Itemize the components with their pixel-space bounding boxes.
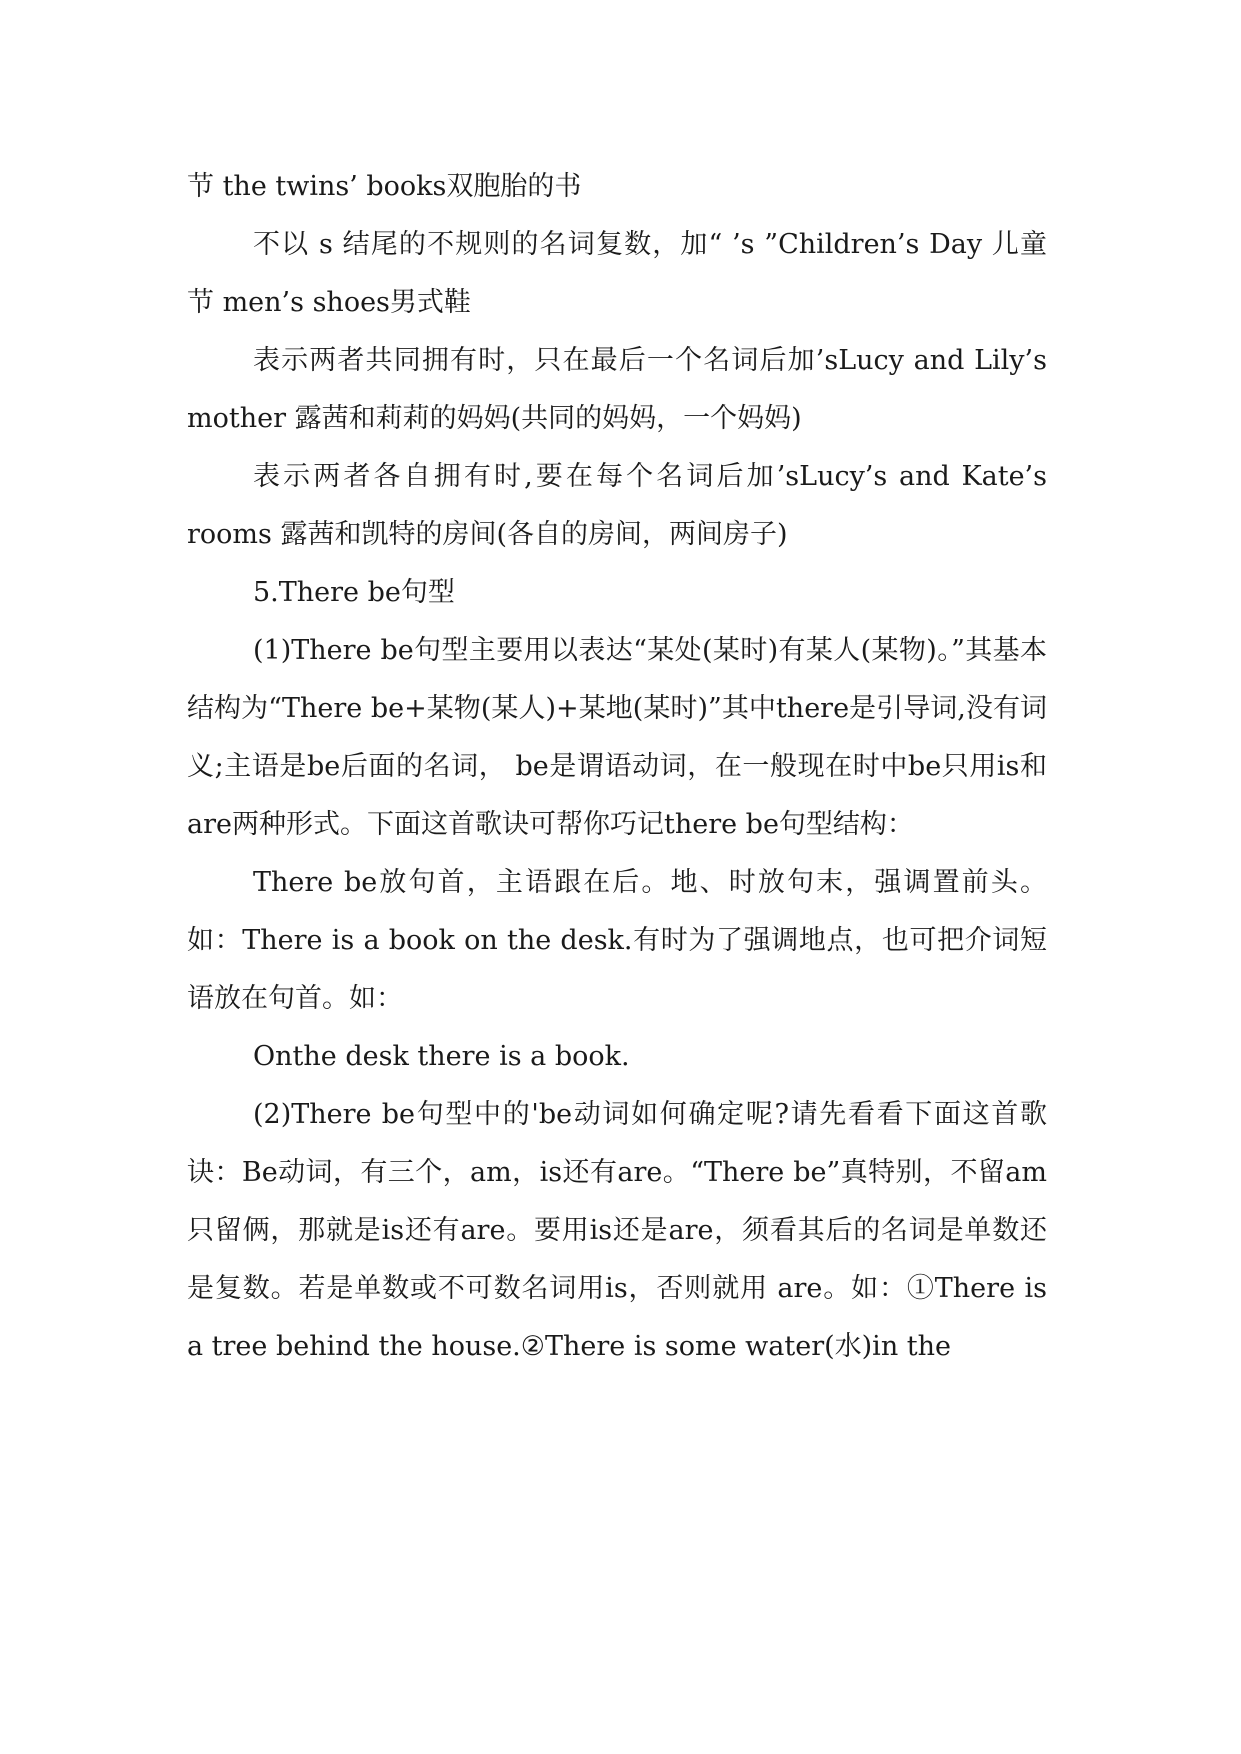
paragraph-example-sentence: Onthe desk there is a book.: [253, 1041, 630, 1072]
paragraph-there-be-rhyme: There be放句首，主语跟在后。地、时放句末，强调置前头。如：There is a book on the desk.有时为了强调地点，也可把介词短语放在句首。如：: [187, 867, 1047, 1014]
paragraph-twins-books: 节 the twins’ books双胞胎的书: [187, 171, 582, 202]
paragraph-irregular-plural: 不以 s 结尾的不规则的名词复数，加“ ’s ”Children’s Day 儿童节 men’s shoes男式鞋: [187, 229, 1047, 318]
section-heading-there-be: 5.There be句型: [253, 577, 455, 608]
paragraph-joint-possession: 表示两者共同拥有时，只在最后一个名词后加’sLucy and Lily’s mother 露茜和莉莉的妈妈(共同的妈妈，一个妈妈): [187, 345, 1047, 434]
paragraph-be-verb-choice: (2)There be句型中的'be动词如何确定呢?请先看看下面这首歌诀：Be动词，有三个，am，is还有are。“There be”真特别，不留am只留俩，那就是is还有are。要用is还是are，须看其后的名词是单数还是复数。若是单数或不可数名词用is，否则就用 are。如：①There is a tree behind the house.②There is some water(水)in the: [187, 1099, 1047, 1362]
paragraph-separate-possession: 表示两者各自拥有时,要在每个名词后加’sLucy’s and Kate’s rooms 露茜和凯特的房间(各自的房间，两间房子): [187, 461, 1047, 550]
document-body: [187, 158, 1047, 1376]
paragraph-there-be-structure: (1)There be句型主要用以表达“某处(某时)有某人(某物)。”其基本结构为“There be+某物(某人)+某地(某时)”其中there是引导词,没有词义;主语是be后面的名词， be是谓语动词，在一般现在时中be只用is和are两种形式。下面这首歌诀可帮你巧记there be句型结构：: [187, 635, 1047, 840]
